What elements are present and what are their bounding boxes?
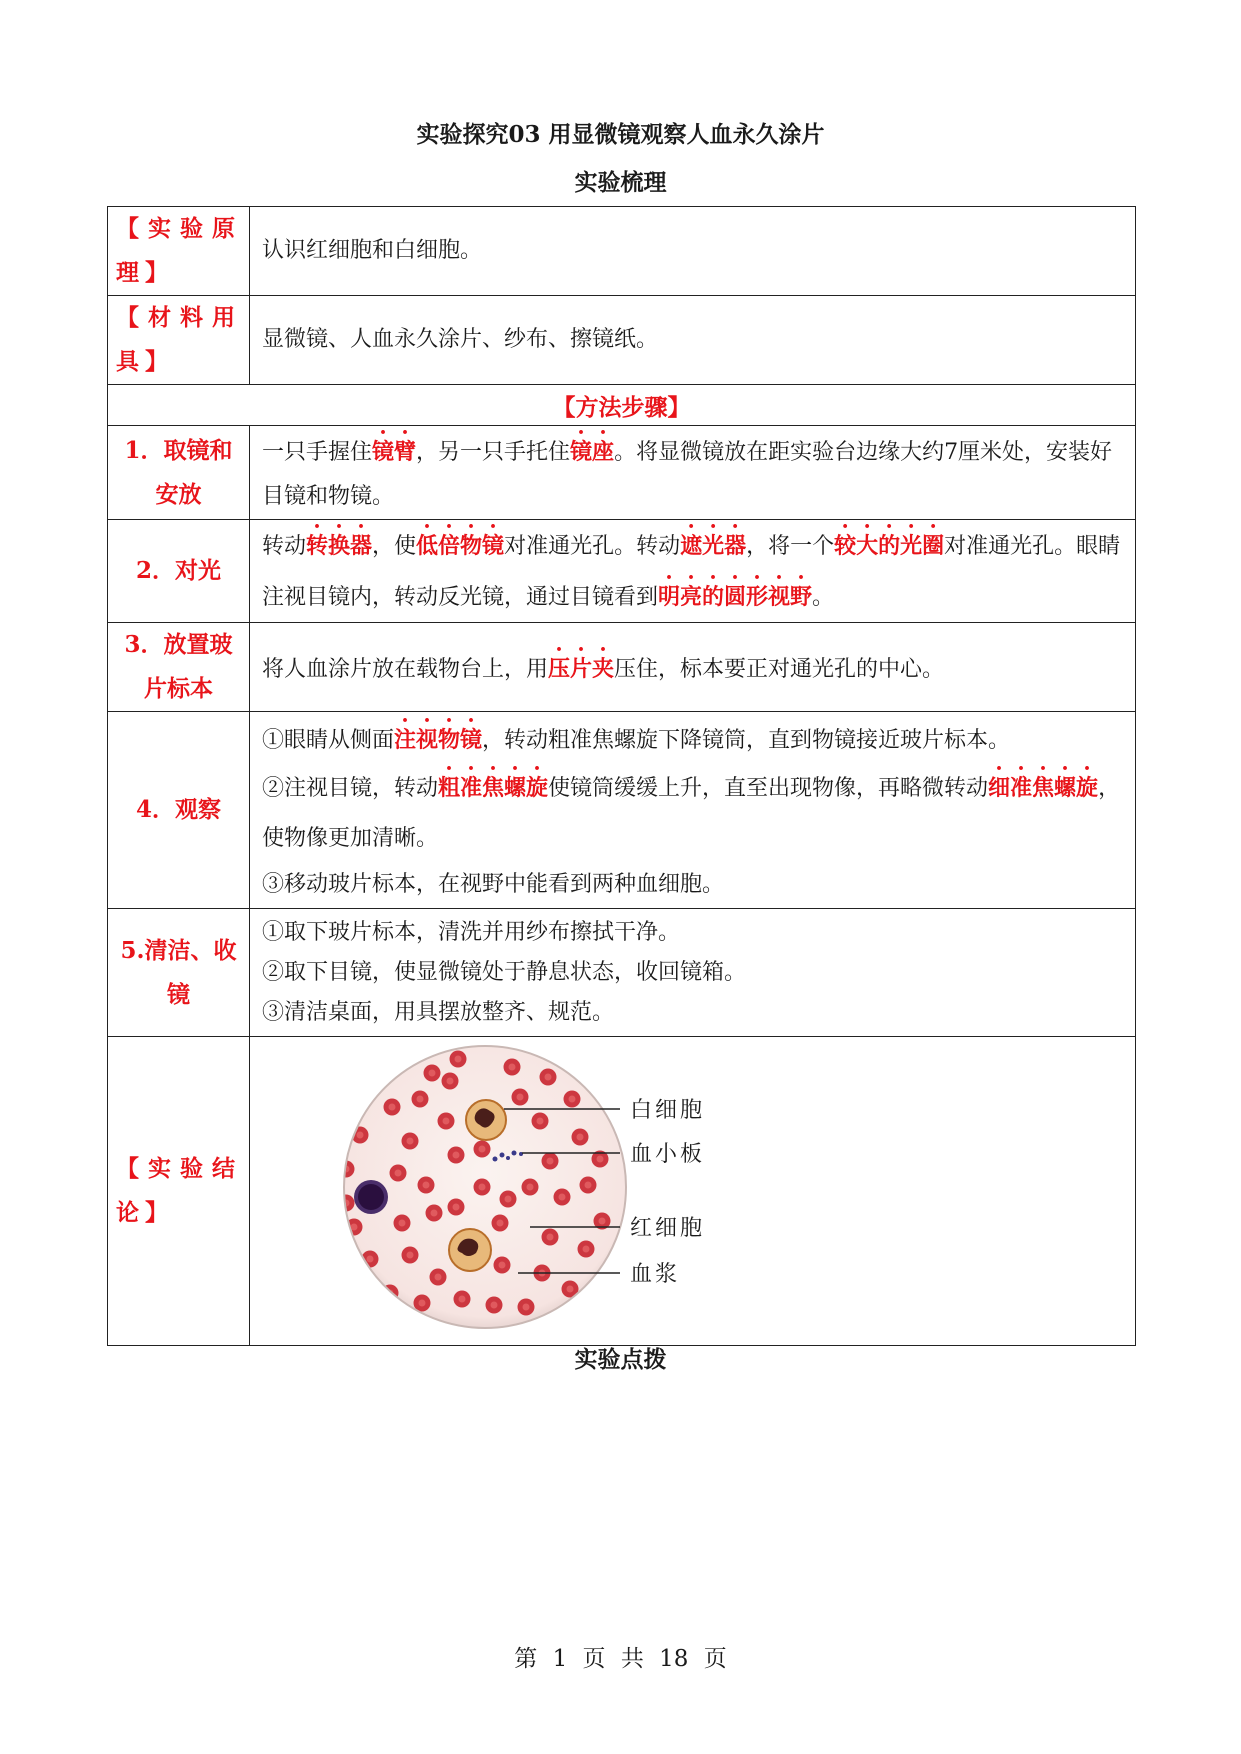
- method-heading: 【方法步骤】: [108, 385, 1136, 426]
- red-blood-cell-center: [417, 1096, 424, 1103]
- red-blood-cell-center: [423, 1182, 430, 1189]
- step2-key-low-objective: 低倍物镜: [416, 533, 505, 559]
- row-step2: [108, 520, 1136, 623]
- red-blood-cell-center: [407, 1138, 414, 1145]
- row-conclusion: [108, 1037, 1136, 1346]
- tips-heading: 实验点拨: [574, 1346, 667, 1373]
- label-platelet: 血小板: [630, 1142, 706, 1167]
- step4-text: [250, 712, 1136, 909]
- red-blood-cell: [562, 1309, 579, 1326]
- principle-head: 【实验原理】: [108, 207, 250, 296]
- step2-t3: 对准通光孔。转动: [504, 534, 681, 559]
- red-blood-cell-center: [459, 1296, 466, 1303]
- red-blood-cell-center: [357, 1132, 364, 1139]
- blood-smear-figure: [250, 1037, 1135, 1345]
- experiment-table: [107, 206, 1136, 1346]
- white-blood-cell-bottom: [449, 1229, 491, 1271]
- step2-key-field: 明亮的圆形视野: [658, 584, 813, 610]
- red-blood-cell-center: [517, 1094, 524, 1101]
- section-title: 实验梳理: [574, 169, 667, 196]
- red-blood-cell-center: [455, 1056, 462, 1063]
- step4-b-t2: 使镜筒缓缓上升，直至出现物像，再略微转动: [548, 776, 989, 801]
- red-blood-cell-center: [569, 1096, 576, 1103]
- row-step5: [108, 909, 1136, 1037]
- red-blood-cell-center: [435, 1274, 442, 1281]
- red-blood-cell: [382, 1285, 399, 1302]
- red-blood-cell-center: [547, 1158, 554, 1165]
- step1-t1: 一只手握住: [262, 440, 373, 465]
- step4-item-c: ③移动玻片标本，在视野中能看到两种血细胞。: [262, 872, 725, 897]
- step4-key-watch-objective: 注视物镜: [394, 727, 483, 753]
- red-blood-cell-center: [597, 1156, 604, 1163]
- step4-b-t3: ，使物像更加清晰。: [262, 776, 1121, 851]
- red-blood-cell-center: [431, 1210, 438, 1217]
- row-step1: [108, 426, 1136, 520]
- materials-head: 【材料用具】: [108, 296, 250, 385]
- step2-t6: 。: [812, 585, 835, 610]
- red-blood-cell-center: [395, 1170, 402, 1177]
- step5-item-a: ①取下玻片标本，清洗并用纱布擦拭干净。: [262, 919, 681, 945]
- label-white-blood-cell: 白细胞: [630, 1098, 706, 1123]
- step1-t3: 。将显微镜放在距实验台边缘大约7厘米处，安装好目镜和物镜。: [262, 440, 1113, 509]
- red-blood-cell-center: [509, 1064, 516, 1071]
- row-materials: [108, 296, 1136, 385]
- red-blood-cell-center: [479, 1184, 486, 1191]
- step4-item-b: [262, 762, 1123, 864]
- red-blood-cell-center: [583, 1246, 590, 1253]
- step2-text: [250, 520, 1136, 623]
- step2-head: 2．对光: [108, 520, 250, 623]
- red-blood-cell-center: [447, 1078, 454, 1085]
- step4-b-t1: ②注视目镜，转动: [262, 776, 439, 801]
- red-blood-cell-center: [479, 1146, 486, 1153]
- step5-item-c: ③清洁桌面，用具摆放整齐、规范。: [262, 999, 615, 1025]
- red-blood-cell-center: [491, 1302, 498, 1309]
- red-blood-cell-center: [419, 1300, 426, 1307]
- red-blood-cell-center: [397, 1062, 404, 1069]
- step3-t2: 压住，标本要正对通光孔的中心。: [614, 656, 945, 682]
- step5-head: 5.清洁、收镜: [108, 909, 250, 1037]
- red-blood-cell-center: [547, 1234, 554, 1241]
- step4-a-t2: ，转动粗准焦螺旋下降镜筒，直到物镜接近玻片标本。: [482, 728, 1011, 753]
- red-blood-cell-center: [559, 1194, 566, 1201]
- red-blood-cell-center: [567, 1286, 574, 1293]
- label-plasma: 血浆: [630, 1262, 681, 1287]
- principle-text: 认识红细胞和白细胞。: [250, 207, 1136, 296]
- step2-key-shutter: 遮光器: [680, 533, 747, 559]
- red-blood-cell-center: [523, 1304, 530, 1311]
- white-blood-cell-top: [466, 1100, 506, 1140]
- step2-t1: 转动: [262, 534, 307, 559]
- red-blood-cell-center: [359, 1282, 366, 1289]
- red-blood-cell-center: [407, 1252, 414, 1259]
- red-blood-cell-center: [505, 1196, 512, 1203]
- red-blood-cell-center: [567, 1314, 574, 1321]
- step2-key-aperture: 较大的光圈: [834, 533, 945, 559]
- red-blood-cell-center: [367, 1256, 374, 1263]
- step3-head: 3．放置玻片标本: [108, 623, 250, 712]
- step1-text: [250, 426, 1136, 520]
- blood-smear-figure-cell: [250, 1037, 1136, 1346]
- step4-a-t1: ①眼睛从侧面: [262, 728, 395, 753]
- red-blood-cell-center: [429, 1070, 436, 1077]
- red-blood-cell-center: [365, 1092, 372, 1099]
- red-blood-cell-center: [585, 1182, 592, 1189]
- step4-item-a: [262, 714, 1123, 762]
- red-blood-cell-center: [389, 1104, 396, 1111]
- step4-key-coarse: 粗准焦螺旋: [438, 775, 549, 801]
- red-blood-cell: [354, 1277, 371, 1294]
- red-blood-cell-center: [545, 1074, 552, 1081]
- red-blood-cell-center: [443, 1118, 450, 1125]
- step2-t4: ，将一个: [746, 534, 835, 559]
- materials-text: 显微镜、人血永久涂片、纱布、擦镜纸。: [250, 296, 1136, 385]
- red-blood-cell-center: [497, 1220, 504, 1227]
- step2-t5: 对准通光孔。眼睛注视目镜内，转动反光镜，通过目镜看到: [262, 534, 1121, 610]
- red-blood-cell-center: [577, 1134, 584, 1141]
- row-method-heading: [108, 385, 1136, 426]
- step1-t2: ，另一只手托住: [416, 440, 571, 465]
- row-step4: [108, 712, 1136, 909]
- red-blood-cell-center: [453, 1152, 460, 1159]
- step1-key-arm: 镜臂: [372, 439, 417, 465]
- step5-item-b: ②取下目镜，使显微镜处于静息状态，收回镜箱。: [262, 959, 747, 985]
- red-blood-cell-center: [499, 1262, 506, 1269]
- step3-t1: 将人血涂片放在载物台上，用: [262, 656, 549, 682]
- red-blood-cell-center: [399, 1220, 406, 1227]
- step3-text: [250, 623, 1136, 712]
- label-red-blood-cell: 红细胞: [630, 1216, 706, 1241]
- step1-key-base: 镜座: [570, 439, 615, 465]
- row-principle: [108, 207, 1136, 296]
- page-title: 实验探究03 用显微镜观察人血永久涂片: [416, 121, 825, 148]
- red-blood-cell-center: [453, 1204, 460, 1211]
- lymphocyte: [354, 1180, 388, 1214]
- step2-key-converter: 转换器: [306, 533, 373, 559]
- red-blood-cell-center: [527, 1184, 534, 1191]
- red-blood-cell-center: [537, 1118, 544, 1125]
- red-blood-cell-center: [599, 1218, 606, 1225]
- conclusion-head: 【实验结论】: [108, 1037, 250, 1346]
- step1-head: 1．取镜和安放: [108, 426, 250, 520]
- step4-key-fine: 细准焦螺旋: [988, 775, 1099, 801]
- row-step3: [108, 623, 1136, 712]
- step2-t2: ，使: [372, 534, 417, 559]
- step5-text: [250, 909, 1136, 1037]
- step3-key-clip: 压片夹: [548, 655, 615, 682]
- step4-head: 4．观察: [108, 712, 250, 909]
- page-footer: 第 1 页 共 18 页: [514, 1646, 727, 1672]
